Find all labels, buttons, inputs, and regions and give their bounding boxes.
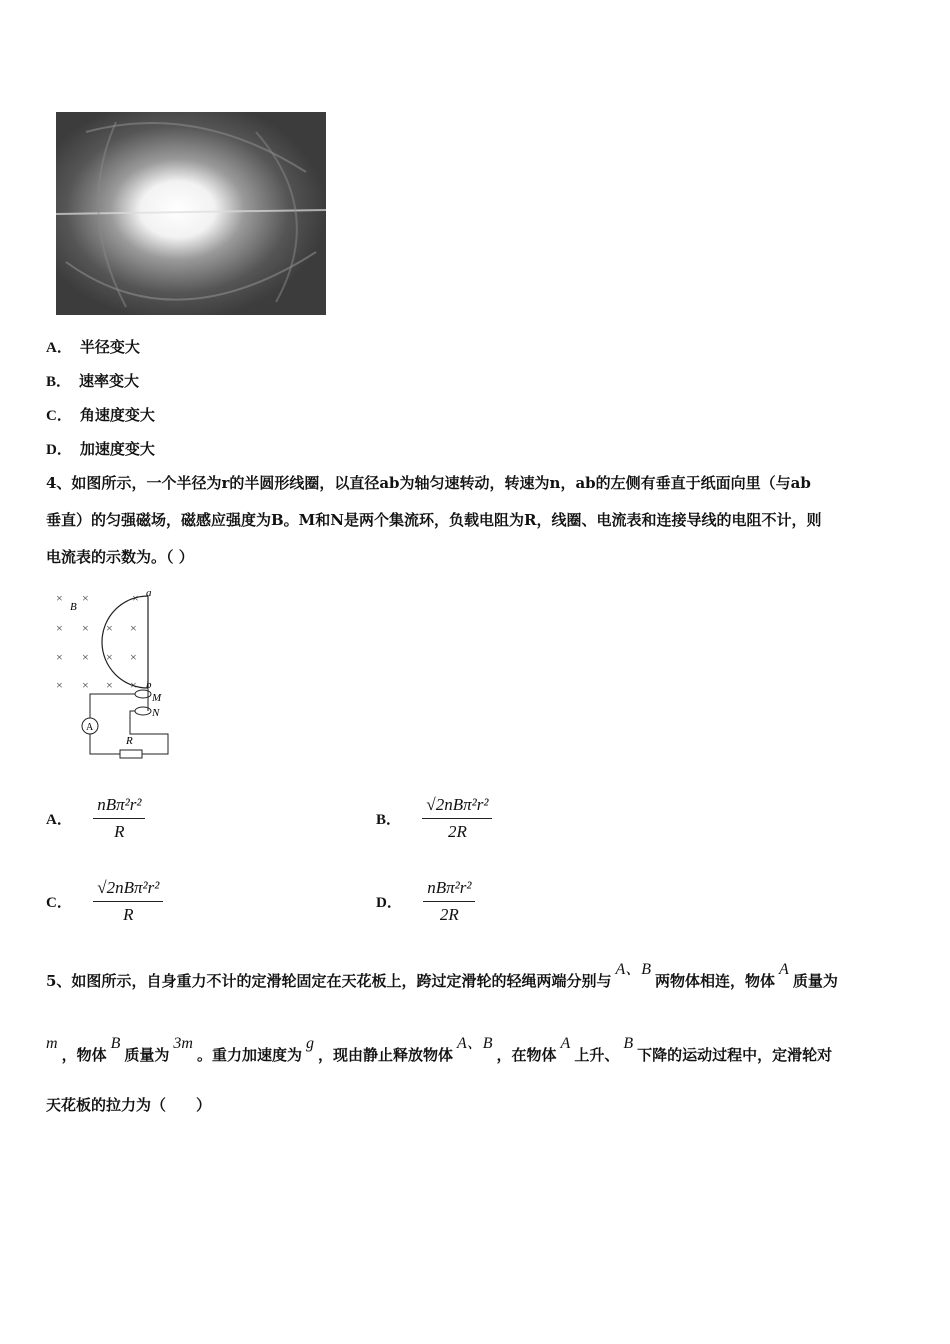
- q3-option-c: C． 角速度变大: [46, 406, 155, 424]
- ammeter-label: A: [86, 722, 94, 733]
- svg-text:×: ×: [106, 678, 113, 692]
- svg-text:×: ×: [56, 621, 63, 635]
- q3-option-b: B． 速率变大: [46, 372, 140, 390]
- q5-stem-line-2: m，物体B质量为3m。重力加速度为g，现由静止释放物体A、B，在物体A上升、B下降的运动过程中，定滑轮对: [46, 1035, 833, 1064]
- svg-text:×: ×: [130, 678, 137, 692]
- svg-text:×: ×: [130, 650, 137, 664]
- ring-label-n: N: [152, 707, 160, 719]
- q3-option-d: D． 加速度变大: [46, 440, 155, 458]
- svg-text:×: ×: [82, 621, 89, 635]
- point-label-b: b: [146, 679, 152, 691]
- svg-text:×: ×: [82, 650, 89, 664]
- bright-ring-photo: [56, 112, 326, 315]
- svg-text:×: ×: [82, 591, 89, 605]
- svg-text:×: ×: [106, 650, 113, 664]
- svg-text:×: ×: [106, 621, 113, 635]
- q4-option-d: D． $\frac{\text{nBπ²r²}}{2R}$: [376, 878, 475, 925]
- q4-stem-line-2: 垂直）的匀强磁场，磁感应强度为B。M和N是两个集流环，负载电阻为R，线圈、电流表和连接导线的电阻不计，则: [46, 511, 822, 529]
- ring-label-m: M: [152, 692, 162, 704]
- q4-option-c: C． $\frac{\text{√2nBπ²r²}}{R}$: [46, 878, 163, 925]
- resistor-label-r: R: [126, 735, 133, 747]
- q4-option-b: B． $\frac{\text{√2nBπ²r²}}{2R}$: [376, 795, 492, 842]
- point-label-a: a: [146, 587, 152, 599]
- svg-text:×: ×: [132, 591, 139, 605]
- q5-stem-line-3: 天花板的拉力为（ ）: [46, 1096, 212, 1114]
- svg-text:×: ×: [82, 678, 89, 692]
- q4-circuit-diagram: [50, 584, 180, 762]
- q4-stem-line-1: 4、如图所示，一个半径为r的半圆形线圈，以直径ab为轴匀速转动，转速为n，ab的左侧有垂直于纸面向里（与ab: [46, 474, 811, 492]
- q5-stem-line-1: 5、如图所示，自身重力不计的定滑轮固定在天花板上，跨过定滑轮的轻绳两端分别与A、B两物体相连，物体A质量为: [46, 961, 838, 990]
- q4-option-a: A． $\frac{\text{nBπ²r²}}{R}$: [46, 795, 145, 842]
- svg-text:×: ×: [56, 678, 63, 692]
- svg-text:×: ×: [130, 621, 137, 635]
- svg-text:×: ×: [56, 650, 63, 664]
- q3-option-a: A． 半径变大: [46, 338, 140, 356]
- svg-text:×: ×: [56, 591, 63, 605]
- field-label-b: B: [70, 601, 77, 613]
- q4-stem-line-3: 电流表的示数为。（ ）: [46, 548, 194, 566]
